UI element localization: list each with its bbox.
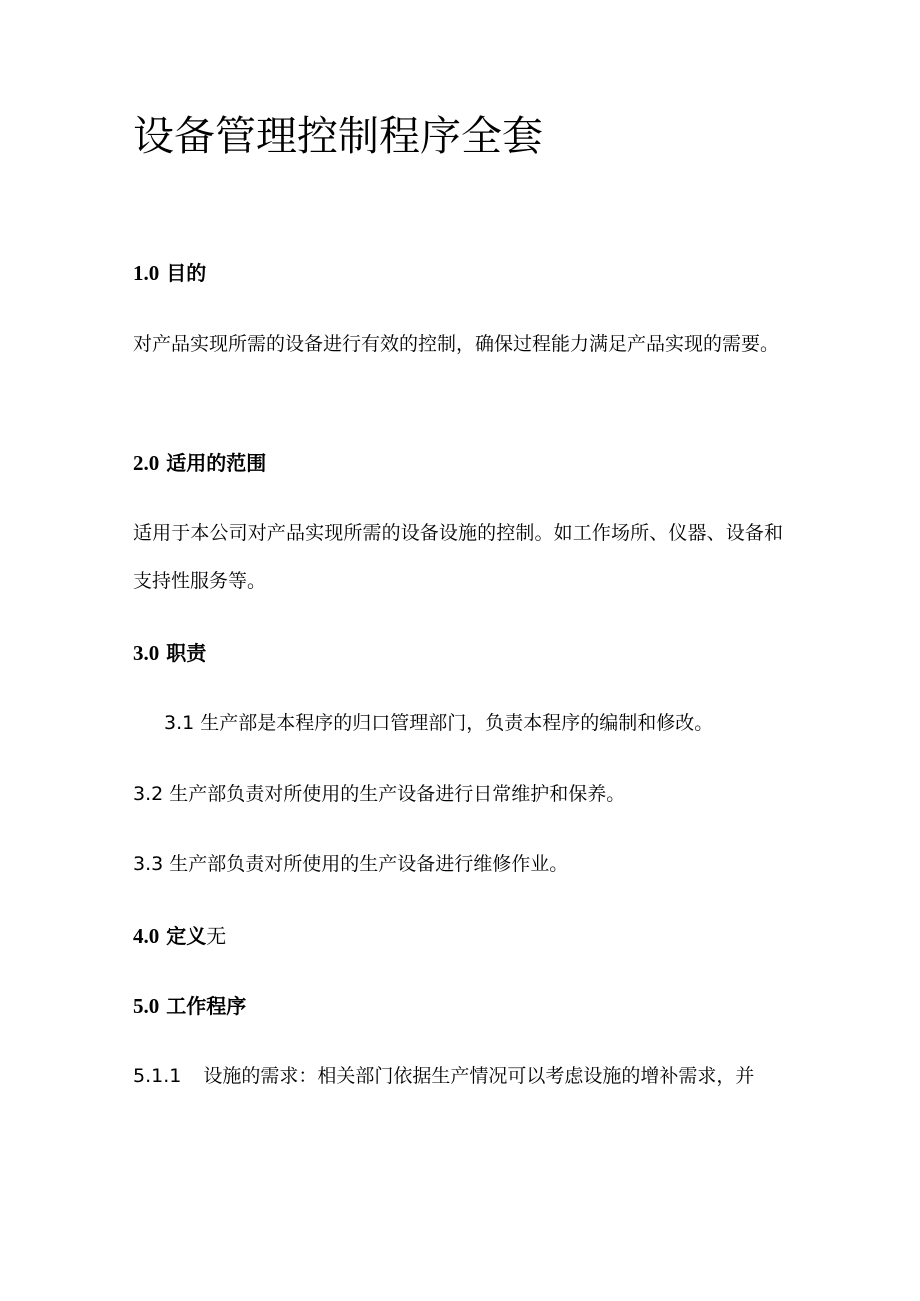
section-number: 2.0 xyxy=(133,451,160,475)
responsibility-item: 3.1 生产部是本程序的归口管理部门，负责本程序的编制和修改。 xyxy=(164,712,714,734)
section-number: 4.0 xyxy=(133,924,160,948)
responsibility-item: 3.2 生产部负责对所使用的生产设备进行日常维护和保养。 xyxy=(133,783,626,805)
section-heading-scope xyxy=(133,451,266,476)
section-body-scope: 适用于本公司对产品实现所需的设备设施的控制。如工作场所、仪器、设备和支持性服务等。 xyxy=(133,522,783,592)
section-title: 职责 xyxy=(166,641,207,665)
section-title: 目的 xyxy=(166,261,207,285)
section-number: 5.0 xyxy=(133,994,160,1018)
section-title: 定义 xyxy=(166,924,207,948)
section-body-purpose: 对产品实现所需的设备进行有效的控制，确保过程能力满足产品实现的需要。 xyxy=(133,333,780,355)
document-title: 设备管理控制程序全套 xyxy=(133,112,543,160)
responsibility-item: 3.3 生产部负责对所使用的生产设备进行维修作业。 xyxy=(133,853,569,875)
section-title: 适用的范围 xyxy=(166,451,267,475)
section-heading-responsibilities xyxy=(133,641,206,666)
section-heading-purpose xyxy=(133,261,206,286)
section-number: 1.0 xyxy=(133,261,160,285)
section-heading-procedure xyxy=(133,994,246,1019)
clause-text: 设施的需求：相关部门依据生产情况可以考虑设施的增补需求，并 xyxy=(203,1065,755,1087)
section-title: 工作程序 xyxy=(166,994,247,1018)
section-number: 3.0 xyxy=(133,641,160,665)
definitions-text: 无 xyxy=(206,924,227,948)
clause-5-1-1 xyxy=(133,1065,754,1088)
clause-number: 5.1.1 xyxy=(133,1065,182,1087)
section-heading-definitions xyxy=(133,924,226,949)
